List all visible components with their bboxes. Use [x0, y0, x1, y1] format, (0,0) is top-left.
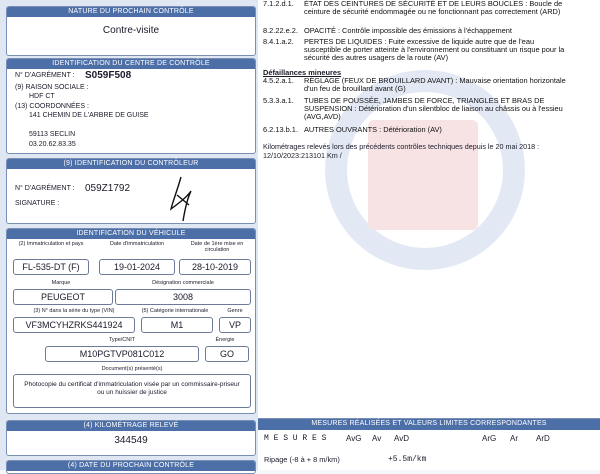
- vehicule-box: [6, 228, 256, 414]
- defect-2: [263, 27, 593, 37]
- minor-defect-1: [263, 77, 593, 95]
- controleur-box: [6, 158, 256, 224]
- date-1re-label: Date de 1ère mise en circulation: [190, 241, 244, 253]
- designation-label: Désignation commerciale: [152, 280, 214, 286]
- date-immat-value: 19-01-2024: [99, 259, 175, 275]
- defect-3-code: 8.4.1.a.2.: [263, 37, 294, 46]
- vehicule-header: IDENTIFICATION DU VÉHICULE: [7, 229, 255, 239]
- controleur-header: (9) IDENTIFICATION DU CONTRÔLEUR: [7, 159, 255, 169]
- phone: 03.20.62.83.35: [29, 141, 76, 148]
- mesures-header: MESURES RÉALISÉES ET VALEURS LIMITES CORRESPONDANTES: [258, 419, 600, 430]
- defect-1-text: ÉTAT DES CEINTURES DE SÉCURITÉ ET DE LEURS BOUCLES : Boucle de ceinture de sécurité endommagée ou ne fonctionnant pas correctement (ARD): [304, 0, 563, 17]
- minor-defect-2-text: TUBES DE POUSSÉE, JAMBES DE FORCE, TRIANGLES ET BRAS DE SUSPENSION : Détérioration d'un silentbloc de liaison au châssis ou à l'essieu (AVG,AVD): [304, 96, 563, 122]
- energie-label: Énergie: [215, 337, 235, 343]
- col-ard: ArD: [536, 434, 550, 443]
- defect-2-text: OPACITÉ : Contrôle impossible des émissions à l'échappement: [304, 26, 512, 35]
- col-avg: AvG: [346, 434, 362, 443]
- controleur-agrement-value: 059Z1792: [85, 183, 131, 194]
- col-avd: AvD: [394, 434, 409, 443]
- centre-box: [6, 58, 256, 154]
- mineures-title: Défaillances mineures: [263, 68, 342, 77]
- defect-1: [263, 0, 593, 25]
- km-history-note: Kilométrages relevés lors des précédents contrôles techniques depuis le 20 mai 2018 : 12/10/2023:213101 Km /: [263, 142, 540, 160]
- mesures-box: [258, 418, 600, 470]
- ripage-range: (-8 à + 8 m/km): [289, 455, 340, 464]
- immat-value: FL-535-DT (F): [13, 259, 89, 275]
- raison-sociale-label: (9) RAISON SOCIALE :: [15, 84, 89, 91]
- km-header: (4) KILOMÉTRAGE RELEVÉ: [7, 421, 255, 431]
- vin-value: VF3MCYHZRKS441924: [13, 317, 135, 333]
- col-arg: ArG: [482, 434, 497, 443]
- minor-defect-2: [263, 97, 593, 125]
- defect-1-code: 7.1.2.d.1.: [263, 0, 294, 8]
- minor-defect-1-code: 4.5.2.a.1.: [263, 76, 294, 85]
- km-box: [6, 420, 256, 456]
- categorie-value: M1: [141, 317, 213, 333]
- type-value: M10PGTVP081C012: [45, 346, 199, 362]
- defect-3: [263, 38, 593, 66]
- watermark-car: [368, 120, 478, 230]
- ripage-value: +5.5m/km: [388, 455, 427, 464]
- controleur-agrement-label: N° D'AGRÉMENT :: [15, 185, 75, 192]
- mesures-title: M E S U R E S: [264, 434, 327, 443]
- minor-defect-2-code: 5.3.3.a.1.: [263, 96, 294, 105]
- signature-label: SIGNATURE :: [15, 200, 60, 207]
- docs-value: Photocopie du certificat d'immatriculation visée par un commissaire-priseur ou un huissier de justice: [13, 374, 251, 408]
- col-av: Av: [372, 434, 382, 443]
- km-value: 344549: [114, 435, 148, 446]
- left-panel: [0, 0, 258, 470]
- energie-value: GO: [205, 346, 249, 362]
- type-label: Type/CNIT: [108, 337, 136, 343]
- genre-label: Genre: [227, 308, 243, 314]
- coordonnees-label: (13) COORDONNÉES :: [15, 103, 89, 110]
- next-date-box: [6, 460, 256, 474]
- genre-value: VP: [219, 317, 251, 333]
- col-ar: Ar: [510, 434, 518, 443]
- immat-label: (2) Immatriculation et pays: [18, 241, 84, 247]
- next-control-header: NATURE DU PROCHAIN CONTRÔLE: [7, 7, 255, 17]
- defect-3-text: PERTES DE LIQUIDES : Fuite excessive de liquide autre que de l'eau susceptible de porter atteinte à l'environnement ou constituant un risque pour la sécurité des autres usagers de la route (AV): [304, 37, 565, 63]
- marque-value: PEUGEOT: [13, 289, 113, 305]
- next-date-header: (4) DATE DU PROCHAIN CONTRÔLE: [7, 461, 255, 471]
- next-control-value: Contre-visite: [102, 25, 160, 36]
- date-immat-label: Date d'immatriculation: [109, 241, 165, 247]
- next-control-box: [6, 6, 256, 56]
- designation-value: 3008: [115, 289, 251, 305]
- defect-2-code: 8.2.22.e.2.: [263, 26, 298, 35]
- minor-defect-3: [263, 126, 593, 136]
- ripage-row: [264, 455, 340, 464]
- docs-label: Document(s) présenté(s): [101, 366, 163, 372]
- centre-header: IDENTIFICATION DU CENTRE DE CONTRÔLE: [7, 59, 255, 69]
- minor-defect-3-text: AUTRES OUVRANTS : Détérioration (AV): [304, 125, 442, 134]
- raison-sociale-value: HDF CT: [29, 93, 55, 100]
- centre-agrement-value: S059F508: [85, 70, 132, 81]
- marque-label: Marque: [51, 280, 71, 286]
- address-line-2: 59113 SECLIN: [29, 131, 76, 138]
- ripage-label: Ripage: [264, 455, 288, 464]
- categorie-label: (5) Catégorie internationale: [141, 308, 209, 314]
- address-line-1: 141 CHEMIN DE L'ARBRE DE GUISE: [29, 112, 149, 119]
- vin-label: (3) N° dans la série du type (VIN): [33, 308, 115, 314]
- minor-defect-1-text: RÉGLAGE (FEUX DE BROUILLARD AVANT) : Mauvaise orientation horizontale d'un feu de brouillard avant (G): [304, 76, 566, 94]
- centre-agrement-label: N° D'AGRÉMENT :: [15, 72, 75, 79]
- date-1re-value: 28-10-2019: [179, 259, 251, 275]
- signature-image: [167, 173, 197, 225]
- minor-defect-3-code: 6.2.13.b.1.: [263, 125, 298, 134]
